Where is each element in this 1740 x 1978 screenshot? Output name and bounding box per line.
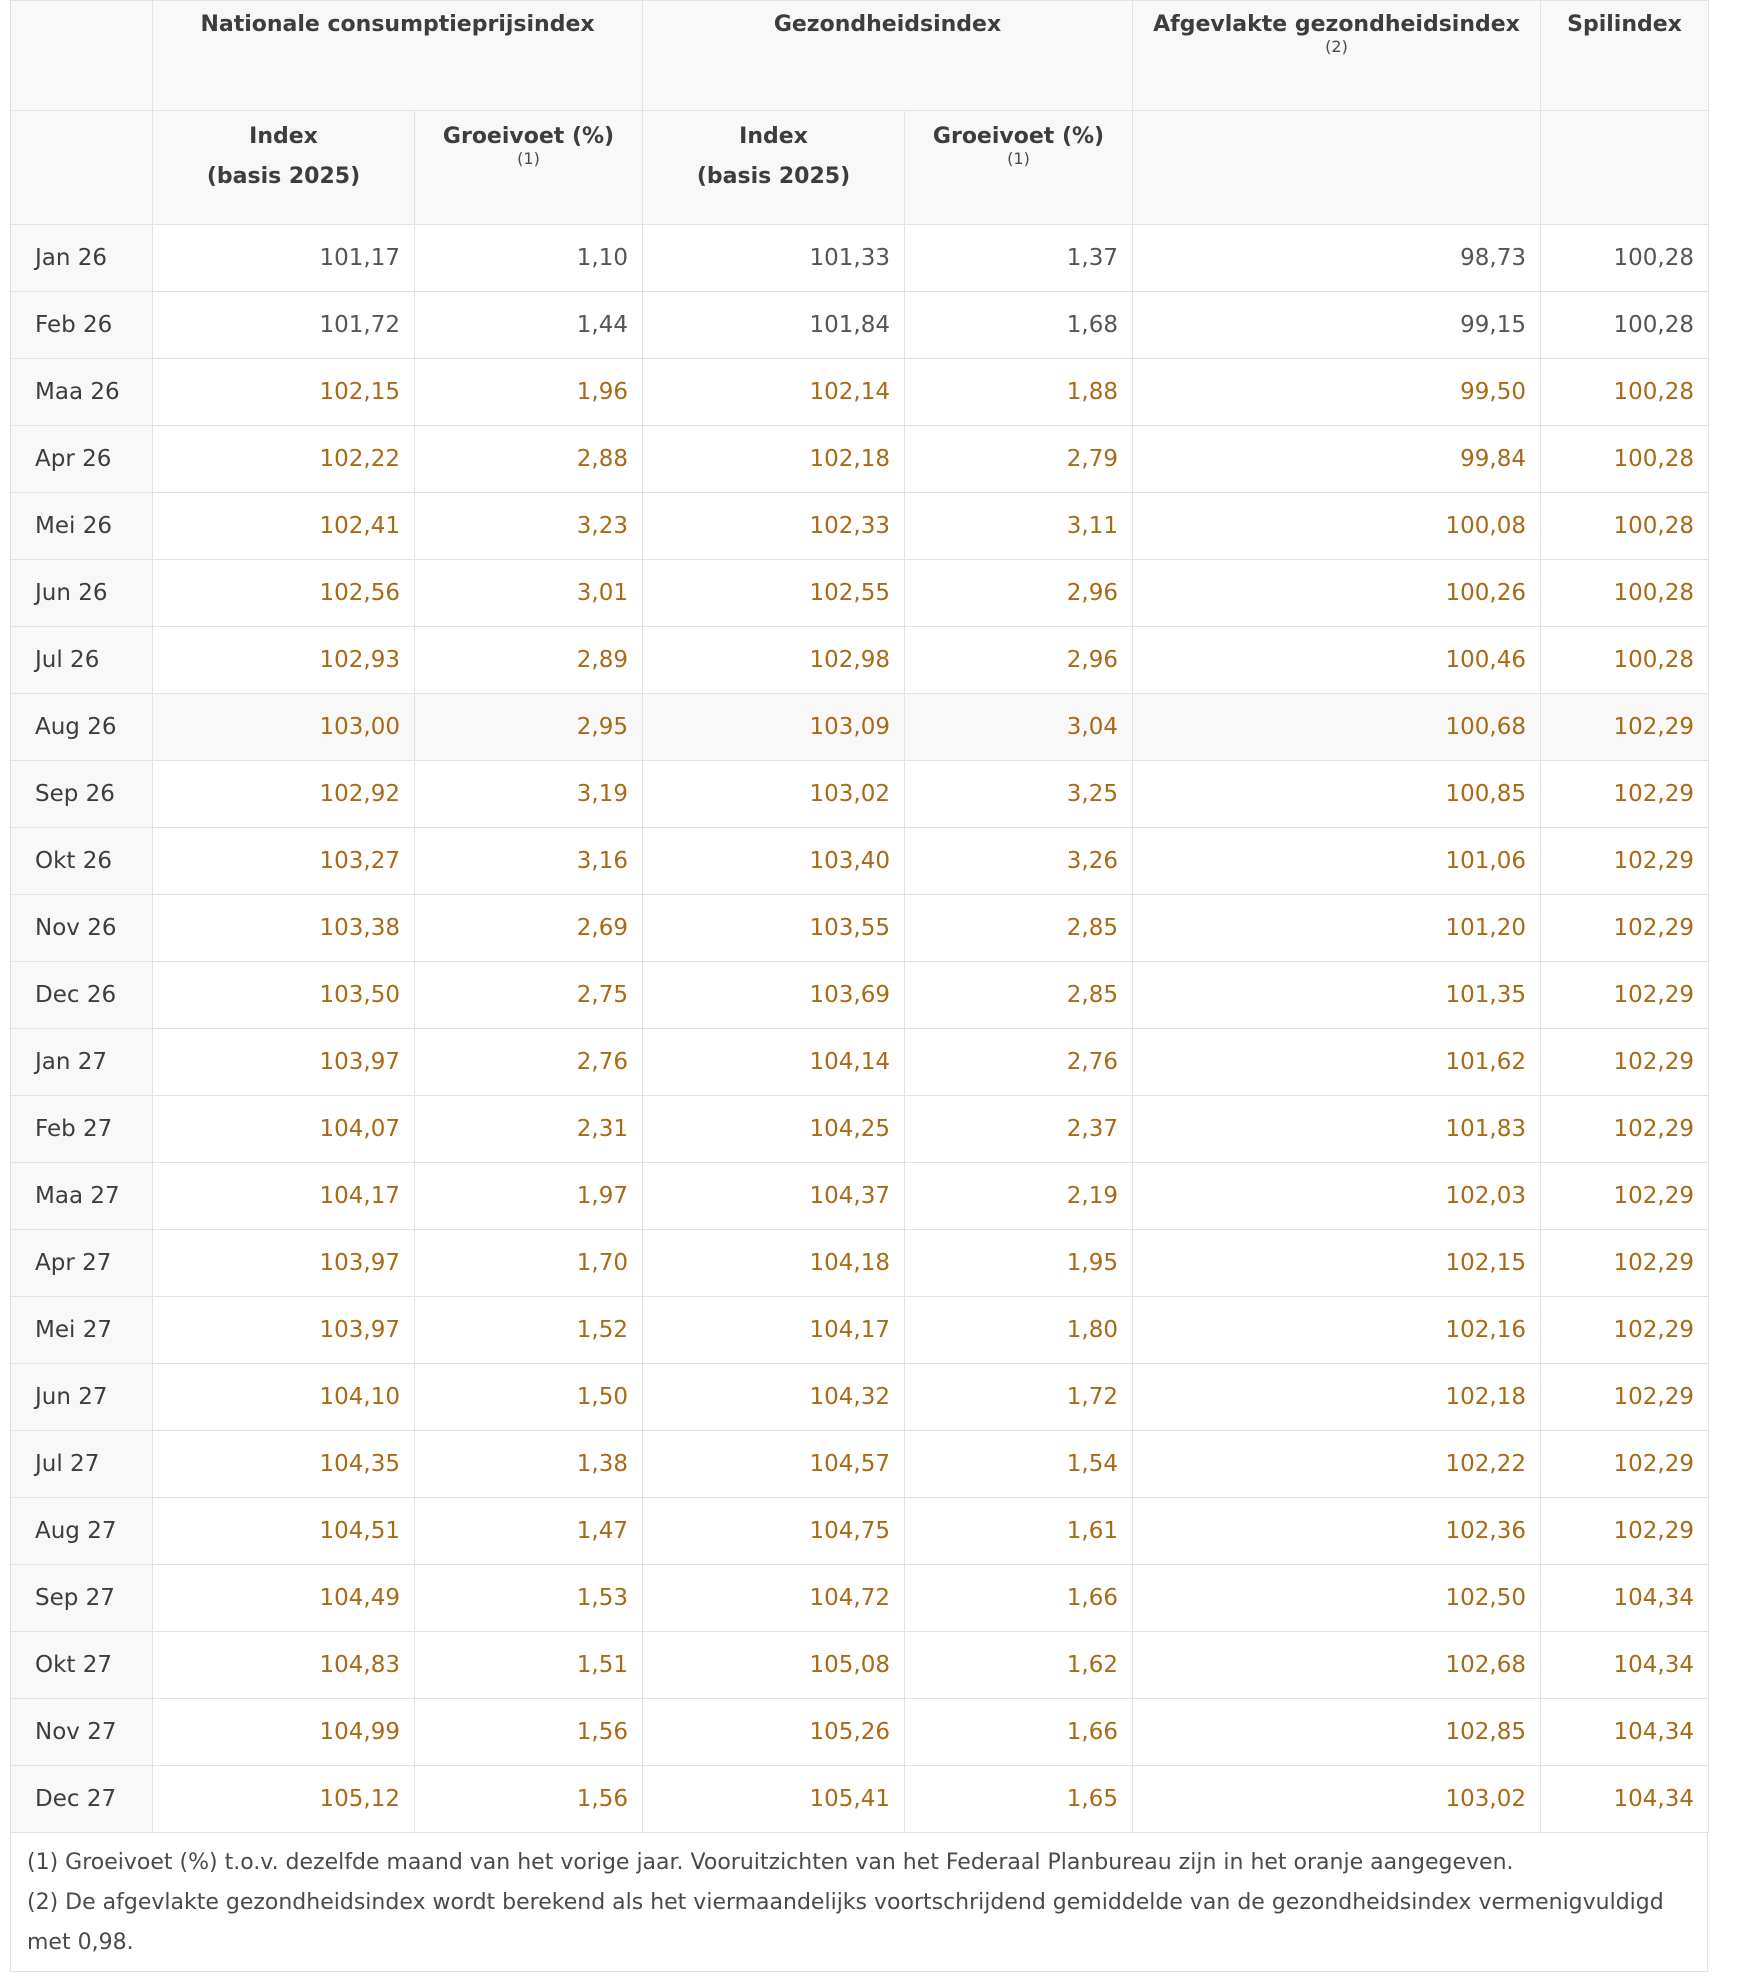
health-index-cell: 101,33 — [643, 225, 905, 292]
pivot-index-cell: 104,34 — [1541, 1565, 1709, 1632]
month-cell: Aug 26 — [11, 694, 153, 761]
subheader-growth-label: Groeivoet (%) — [932, 124, 1105, 149]
health-index-cell: 104,14 — [643, 1029, 905, 1096]
header-health-index — [643, 1, 1133, 111]
cpi-growth-cell: 1,47 — [415, 1498, 643, 1565]
smoothed-health-index-cell: 102,18 — [1133, 1364, 1541, 1431]
cpi-growth-cell: 1,56 — [415, 1766, 643, 1833]
cpi-growth-cell: 2,75 — [415, 962, 643, 1029]
table-row — [11, 560, 1709, 627]
health-growth-cell: 3,04 — [905, 694, 1133, 761]
table-row — [11, 761, 1709, 828]
health-index-cell: 102,14 — [643, 359, 905, 426]
pivot-index-cell: 100,28 — [1541, 292, 1709, 359]
health-index-cell: 103,09 — [643, 694, 905, 761]
header-smoothed-label: Afgevlakte gezondheidsindex — [1153, 12, 1520, 37]
subheader-pivot-empty — [1541, 111, 1709, 225]
table-row — [11, 1029, 1709, 1096]
subheader-hi-growth — [905, 111, 1133, 225]
pivot-index-cell: 100,28 — [1541, 560, 1709, 627]
table-row — [11, 292, 1709, 359]
month-cell: Sep 27 — [11, 1565, 153, 1632]
cpi-growth-cell: 1,10 — [415, 225, 643, 292]
smoothed-health-index-cell: 100,46 — [1133, 627, 1541, 694]
subheader-basis-label: (basis 2025) — [696, 164, 851, 189]
table-row — [11, 493, 1709, 560]
table-header — [11, 1, 1709, 225]
pivot-index-cell: 102,29 — [1541, 761, 1709, 828]
table-row — [11, 1431, 1709, 1498]
pivot-index-cell: 102,29 — [1541, 1029, 1709, 1096]
month-cell: Maa 27 — [11, 1163, 153, 1230]
index-table — [10, 0, 1709, 1833]
cpi-growth-cell: 3,23 — [415, 493, 643, 560]
health-growth-cell: 3,11 — [905, 493, 1133, 560]
cpi-index-cell: 102,92 — [153, 761, 415, 828]
cpi-index-cell: 103,27 — [153, 828, 415, 895]
month-cell: Okt 27 — [11, 1632, 153, 1699]
subheader-empty — [11, 111, 153, 225]
cpi-index-cell: 103,00 — [153, 694, 415, 761]
pivot-index-cell: 102,29 — [1541, 1364, 1709, 1431]
health-index-cell: 103,40 — [643, 828, 905, 895]
smoothed-health-index-cell: 99,84 — [1133, 426, 1541, 493]
health-growth-cell: 2,85 — [905, 962, 1133, 1029]
cpi-index-cell: 102,22 — [153, 426, 415, 493]
table-row — [11, 426, 1709, 493]
health-growth-cell: 2,85 — [905, 895, 1133, 962]
cpi-index-cell: 101,17 — [153, 225, 415, 292]
health-index-cell: 102,98 — [643, 627, 905, 694]
table-row — [11, 1699, 1709, 1766]
table-row — [11, 694, 1709, 761]
pivot-index-cell: 102,29 — [1541, 1230, 1709, 1297]
month-cell: Sep 26 — [11, 761, 153, 828]
health-growth-cell: 3,26 — [905, 828, 1133, 895]
cpi-index-cell: 102,41 — [153, 493, 415, 560]
smoothed-health-index-cell: 101,35 — [1133, 962, 1541, 1029]
health-growth-cell: 2,76 — [905, 1029, 1133, 1096]
month-cell: Jan 27 — [11, 1029, 153, 1096]
pivot-index-cell: 102,29 — [1541, 962, 1709, 1029]
health-growth-cell: 1,68 — [905, 292, 1133, 359]
cpi-index-cell: 102,93 — [153, 627, 415, 694]
smoothed-health-index-cell: 102,22 — [1133, 1431, 1541, 1498]
cpi-index-cell: 104,49 — [153, 1565, 415, 1632]
cpi-growth-cell: 1,96 — [415, 359, 643, 426]
table-row — [11, 1230, 1709, 1297]
month-cell: Okt 26 — [11, 828, 153, 895]
month-cell: Dec 27 — [11, 1766, 153, 1833]
cpi-index-cell: 104,99 — [153, 1699, 415, 1766]
cpi-growth-cell: 2,89 — [415, 627, 643, 694]
month-cell: Feb 26 — [11, 292, 153, 359]
table-row — [11, 1632, 1709, 1699]
footnote-2: (2) De afgevlakte gezondheidsindex wordt berekend als het viermaandelijks voortschrijdend gemiddelde van de gezondheidsindex vermenigvuldigd met 0,98. — [27, 1890, 1664, 1955]
table-row — [11, 627, 1709, 694]
footnote-ref-1: (1) — [1007, 149, 1030, 168]
pivot-index-cell: 104,34 — [1541, 1699, 1709, 1766]
health-growth-cell: 1,54 — [905, 1431, 1133, 1498]
health-index-cell: 104,32 — [643, 1364, 905, 1431]
health-index-cell: 104,25 — [643, 1096, 905, 1163]
health-growth-cell: 1,37 — [905, 225, 1133, 292]
month-cell: Jan 26 — [11, 225, 153, 292]
pivot-index-cell: 102,29 — [1541, 1498, 1709, 1565]
health-index-cell: 105,41 — [643, 1766, 905, 1833]
health-growth-cell: 1,80 — [905, 1297, 1133, 1364]
health-index-cell: 102,55 — [643, 560, 905, 627]
subheader-smoothed-empty — [1133, 111, 1541, 225]
month-cell: Maa 26 — [11, 359, 153, 426]
health-growth-cell: 2,96 — [905, 627, 1133, 694]
health-index-cell: 104,57 — [643, 1431, 905, 1498]
cpi-index-cell: 103,97 — [153, 1230, 415, 1297]
smoothed-health-index-cell: 101,20 — [1133, 895, 1541, 962]
table-row — [11, 225, 1709, 292]
health-index-cell: 101,84 — [643, 292, 905, 359]
health-index-cell: 104,72 — [643, 1565, 905, 1632]
cpi-growth-cell: 1,50 — [415, 1364, 643, 1431]
health-growth-cell: 1,88 — [905, 359, 1133, 426]
cpi-growth-cell: 2,69 — [415, 895, 643, 962]
cpi-growth-cell: 3,01 — [415, 560, 643, 627]
pivot-index-cell: 100,28 — [1541, 225, 1709, 292]
smoothed-health-index-cell: 101,62 — [1133, 1029, 1541, 1096]
health-growth-cell: 1,66 — [905, 1565, 1133, 1632]
pivot-index-cell: 102,29 — [1541, 694, 1709, 761]
smoothed-health-index-cell: 102,15 — [1133, 1230, 1541, 1297]
cpi-index-cell: 102,56 — [153, 560, 415, 627]
pivot-index-cell: 102,29 — [1541, 895, 1709, 962]
cpi-index-cell: 104,07 — [153, 1096, 415, 1163]
cpi-growth-cell: 2,88 — [415, 426, 643, 493]
pivot-index-cell: 102,29 — [1541, 1096, 1709, 1163]
health-index-cell: 105,08 — [643, 1632, 905, 1699]
cpi-index-cell: 103,97 — [153, 1297, 415, 1364]
table-row — [11, 895, 1709, 962]
health-growth-cell: 1,66 — [905, 1699, 1133, 1766]
health-growth-cell: 1,95 — [905, 1230, 1133, 1297]
month-cell: Nov 27 — [11, 1699, 153, 1766]
month-cell: Jun 27 — [11, 1364, 153, 1431]
cpi-growth-cell: 1,52 — [415, 1297, 643, 1364]
cpi-index-cell: 101,72 — [153, 292, 415, 359]
cpi-growth-cell: 3,19 — [415, 761, 643, 828]
table-row — [11, 1096, 1709, 1163]
health-index-cell: 105,26 — [643, 1699, 905, 1766]
month-cell: Nov 26 — [11, 895, 153, 962]
cpi-growth-cell: 1,70 — [415, 1230, 643, 1297]
health-index-cell: 103,02 — [643, 761, 905, 828]
cpi-growth-cell: 1,53 — [415, 1565, 643, 1632]
table-row — [11, 962, 1709, 1029]
month-cell: Mei 27 — [11, 1297, 153, 1364]
header-pivot-label: Spilindex — [1567, 12, 1682, 37]
subheader-hi-index — [643, 111, 905, 225]
pivot-index-cell: 100,28 — [1541, 493, 1709, 560]
cpi-growth-cell: 2,95 — [415, 694, 643, 761]
smoothed-health-index-cell: 100,85 — [1133, 761, 1541, 828]
month-cell: Apr 27 — [11, 1230, 153, 1297]
smoothed-health-index-cell: 99,15 — [1133, 292, 1541, 359]
pivot-index-cell: 102,29 — [1541, 1297, 1709, 1364]
month-cell: Mei 26 — [11, 493, 153, 560]
footnote-1: (1) Groeivoet (%) t.o.v. dezelfde maand van het vorige jaar. Vooruitzichten van het Federaal Planbureau zijn in het oranje aangegeven. — [27, 1850, 1514, 1875]
cpi-index-cell: 104,35 — [153, 1431, 415, 1498]
subheader-growth-label: Groeivoet (%) — [442, 124, 615, 149]
health-growth-cell: 1,72 — [905, 1364, 1133, 1431]
footnotes — [10, 1833, 1708, 1972]
smoothed-health-index-cell: 100,08 — [1133, 493, 1541, 560]
health-index-cell: 102,33 — [643, 493, 905, 560]
smoothed-health-index-cell: 101,83 — [1133, 1096, 1541, 1163]
month-cell: Apr 26 — [11, 426, 153, 493]
footnote-ref-2: (2) — [1325, 37, 1348, 56]
pivot-index-cell: 104,34 — [1541, 1766, 1709, 1833]
health-growth-cell: 1,61 — [905, 1498, 1133, 1565]
smoothed-health-index-cell: 100,26 — [1133, 560, 1541, 627]
smoothed-health-index-cell: 102,68 — [1133, 1632, 1541, 1699]
cpi-growth-cell: 2,76 — [415, 1029, 643, 1096]
cpi-index-cell: 103,38 — [153, 895, 415, 962]
subheader-index-label: Index — [249, 124, 318, 149]
subheader-cpi-index — [153, 111, 415, 225]
smoothed-health-index-cell: 101,06 — [1133, 828, 1541, 895]
smoothed-health-index-cell: 100,68 — [1133, 694, 1541, 761]
table-body — [11, 225, 1709, 1833]
health-growth-cell: 2,19 — [905, 1163, 1133, 1230]
health-growth-cell: 3,25 — [905, 761, 1133, 828]
pivot-index-cell: 102,29 — [1541, 1431, 1709, 1498]
health-growth-cell: 2,37 — [905, 1096, 1133, 1163]
cpi-index-cell: 104,17 — [153, 1163, 415, 1230]
subheader-index-label: Index — [739, 124, 808, 149]
cpi-growth-cell: 1,51 — [415, 1632, 643, 1699]
cpi-index-cell: 104,83 — [153, 1632, 415, 1699]
cpi-growth-cell: 1,38 — [415, 1431, 643, 1498]
health-index-cell: 103,69 — [643, 962, 905, 1029]
month-cell: Feb 27 — [11, 1096, 153, 1163]
month-cell: Aug 27 — [11, 1498, 153, 1565]
pivot-index-cell: 100,28 — [1541, 627, 1709, 694]
smoothed-health-index-cell: 102,16 — [1133, 1297, 1541, 1364]
header-empty-corner — [11, 1, 153, 111]
table-row — [11, 1364, 1709, 1431]
month-cell: Dec 26 — [11, 962, 153, 1029]
pivot-index-cell: 102,29 — [1541, 1163, 1709, 1230]
cpi-index-cell: 104,10 — [153, 1364, 415, 1431]
cpi-index-cell: 103,97 — [153, 1029, 415, 1096]
month-cell: Jun 26 — [11, 560, 153, 627]
cpi-growth-cell: 2,31 — [415, 1096, 643, 1163]
table-row — [11, 1766, 1709, 1833]
cpi-growth-cell: 1,97 — [415, 1163, 643, 1230]
header-cpi-label: Nationale consumptieprijsindex — [200, 12, 595, 37]
index-table-container — [10, 0, 1708, 1972]
health-growth-cell: 1,65 — [905, 1766, 1133, 1833]
table-row — [11, 1163, 1709, 1230]
smoothed-health-index-cell: 102,50 — [1133, 1565, 1541, 1632]
pivot-index-cell: 104,34 — [1541, 1632, 1709, 1699]
smoothed-health-index-cell: 102,36 — [1133, 1498, 1541, 1565]
subheader-basis-label: (basis 2025) — [206, 164, 361, 189]
pivot-index-cell: 100,28 — [1541, 426, 1709, 493]
health-index-cell: 104,75 — [643, 1498, 905, 1565]
health-index-cell: 103,55 — [643, 895, 905, 962]
header-smoothed-health-index — [1133, 1, 1541, 111]
table-row — [11, 828, 1709, 895]
smoothed-health-index-cell: 98,73 — [1133, 225, 1541, 292]
cpi-growth-cell: 3,16 — [415, 828, 643, 895]
health-growth-cell: 1,62 — [905, 1632, 1133, 1699]
table-row — [11, 359, 1709, 426]
table-row — [11, 1498, 1709, 1565]
cpi-index-cell: 103,50 — [153, 962, 415, 1029]
subheader-cpi-growth — [415, 111, 643, 225]
health-index-cell: 104,18 — [643, 1230, 905, 1297]
header-health-index-label: Gezondheidsindex — [773, 12, 1002, 37]
health-growth-cell: 2,96 — [905, 560, 1133, 627]
month-cell: Jul 27 — [11, 1431, 153, 1498]
health-index-cell: 104,17 — [643, 1297, 905, 1364]
footnote-ref-1: (1) — [517, 149, 540, 168]
month-cell: Jul 26 — [11, 627, 153, 694]
table-row — [11, 1565, 1709, 1632]
smoothed-health-index-cell: 102,03 — [1133, 1163, 1541, 1230]
header-pivot-index — [1541, 1, 1709, 111]
table-row — [11, 1297, 1709, 1364]
cpi-index-cell: 105,12 — [153, 1766, 415, 1833]
cpi-index-cell: 102,15 — [153, 359, 415, 426]
health-index-cell: 104,37 — [643, 1163, 905, 1230]
cpi-growth-cell: 1,44 — [415, 292, 643, 359]
pivot-index-cell: 100,28 — [1541, 359, 1709, 426]
cpi-growth-cell: 1,56 — [415, 1699, 643, 1766]
health-index-cell: 102,18 — [643, 426, 905, 493]
header-cpi — [153, 1, 643, 111]
pivot-index-cell: 102,29 — [1541, 828, 1709, 895]
smoothed-health-index-cell: 102,85 — [1133, 1699, 1541, 1766]
smoothed-health-index-cell: 99,50 — [1133, 359, 1541, 426]
smoothed-health-index-cell: 103,02 — [1133, 1766, 1541, 1833]
health-growth-cell: 2,79 — [905, 426, 1133, 493]
cpi-index-cell: 104,51 — [153, 1498, 415, 1565]
